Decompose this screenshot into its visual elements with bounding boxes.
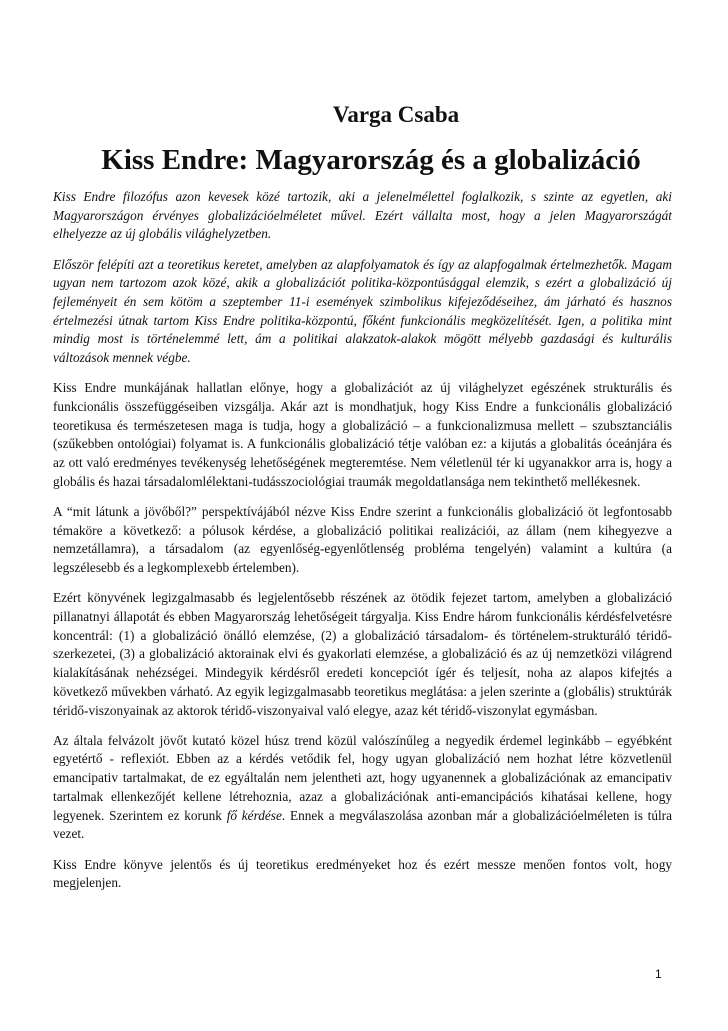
page-number: 1 <box>655 967 662 981</box>
document-body <box>53 188 672 904</box>
paragraph-trends-text-1: Az általa felvázolt jövőt kutató közel húsz trend közül valószínűleg a negyedik érdemel leginkább – egyébként egyetértő - reflexiót. Ebben az a kérdés vetődik fel, hogy ugyan globalizáció nem hozhat létre közvetlenül emancipativ tartalmakat, de ez egyáltalán nem jelentheti azt, hogy ugyanennek a globalizációnak az emancipativ tartalmak ellenkezőjét kellene létrehoznia, azaz a globalizációnak anti-emancipációs kihatásai kellene, hogy legyenek. Szerintem ez korunk <box>53 732 672 823</box>
paragraph-fifth-chapter: Ezért könyvének legizgalmasabb és legjelentősebb részének az ötödik fejezet tartom, amelyben a globalizáció pillanatnyi állapotát és ebben Magyarország lehetőségeit tárgyalja. Kiss Endre három funkcionális kérdésfelvetésre koncentrál: (1) a globalizáció önálló elemzése, (2) a globalizáció társadalom- és történelem-strukturáló téridő-szerkezetei, (3) a globalizáció aktorainak elvi és gyakorlati elemzése, a globalizáció és az új nemzetközi világrend kialakításának nehézségei. Mindegyik kérdésről eredeti koncepciót ígér és teljesít, noha az alapos kifejtés a következő művekben várható. Az egyik legizgalmasabb teoretikus meglátása: a jelen szerinte a (globális) struktúrák téridő-viszonyainak az aktorok téridő-viszonyaival való elegye, azaz két téridő-viszonylat egymásban. <box>53 590 672 718</box>
paragraph-trends-emphasis: fő kérdése <box>226 807 282 823</box>
paragraph-conclusion: Kiss Endre könyve jelentős és új teoretikus eredményeket hoz és ezért messze menően fontos volt, hogy megjelenjen. <box>53 856 672 891</box>
paragraph-future-topics: A “mit látunk a jövőből?” perspektívájából nézve Kiss Endre szerint a funkcionális globalizáció öt legfontosabb témaköre a következő: a pólusok kérdése, a globalizáció politikai realizációi, az állam (nem kihegyezve a nemzetállamra), a társadalom (az egyenlőség-egyenlőtlenség probléma tengelyén) valamint a kultúra (a legszélesebb és a legkomplexebb értelemben). <box>53 504 672 576</box>
paragraph-intro: Kiss Endre filozófus azon kevesek közé tartozik, aki a jelenelmélettel foglalkozik, s szinte az egyetlen, aki Magyarországon érvényes globalizációelméletet művel. Ezért vállalta most, hogy a jelen Magyarországát elhelyezze az új globális világhelyzetben. <box>53 189 672 242</box>
document-title: Kiss Endre: Magyarország és a globalizáció <box>101 144 641 176</box>
paragraph-functional-globalization: Kiss Endre munkájának hallatlan előnye, hogy a globalizációt az új világhelyzet egészének strukturális és funkcionális összefüggéseiben vizsgálja. Akár azt is mondhatjuk, hogy Kiss Endre a funkcionális globalizáció teoretikusa és természetesen maga is tudja, hogy a globalizáció – a funkcionalizmusa mellett – szubsztanciális (szűkebben ontológiai) folyamat is. A funkcionális globalizáció tétje valóban ez: a kijutás a globalitás óceánjára és az ott való eredményes tevékenység lehetőségének megteremtése. Nem véletlenül tér ki ugyanakkor arra is, hogy a globális és hazai társadalomlélektani-tudásszociológiai traumák megoldatlansága nem tekinthető mellékesnek. <box>53 380 672 489</box>
paragraph-trends <box>53 732 672 844</box>
paragraph-trends-text-2: . Ennek a megválaszolása azonban már a globalizációelméleten is túlra vezet. <box>53 807 672 842</box>
author-name: Varga Csaba <box>332 102 460 127</box>
paragraph-framework: Először felépíti azt a teoretikus keretet, amelyben az alapfolyamatok és így az alapfogalmak értelmezhetők. Magam ugyan nem tartozom azok közé, akik a globalizációt politika-központúsággal elemzik, s ezért a globalizáció új fejleményeit én sem kötöm a szeptember 11-i események szimbolikus kifejeződéseihez, ám járható és hasznos értelmezési útnak tartom Kiss Endre politika-központú, főként funkcionális megközelítését. Igen, a politika mint mindig most is történelemmé lett, ám a politikai alakzatok-alakok mögött mélyebb gazdasági és kulturális változások mennek végbe. <box>53 256 672 366</box>
